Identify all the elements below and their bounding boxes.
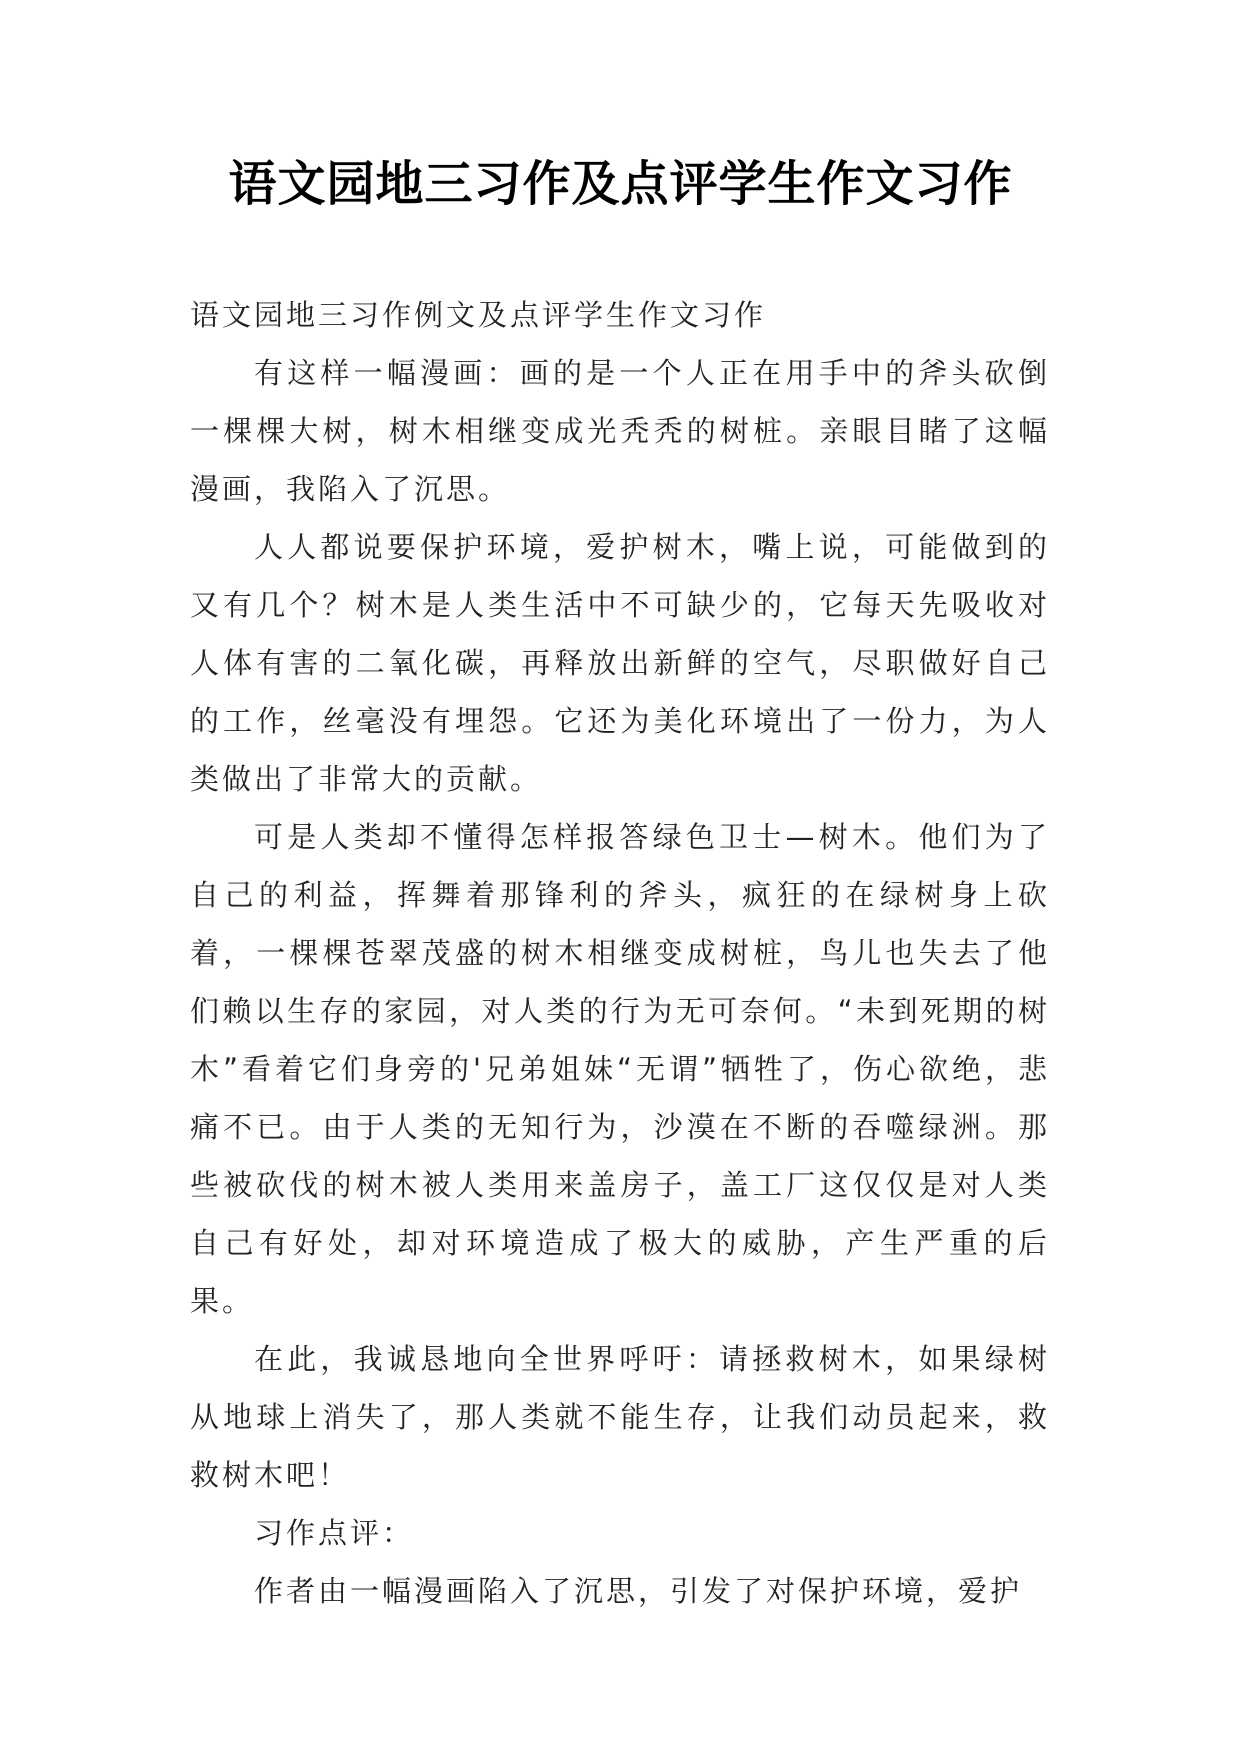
paragraph: 可是人类却不懂得怎样报答绿色卫士—树木。他们为了自己的利益，挥舞着那锋利的斧头，疯狂的在绿树身上砍着，一棵棵苍翠茂盛的树木相继变成树桩，鸟儿也失去了他们赖以生存的家园，对人类的行为无可奈何。“未到死期的树木”看着它们身旁的'兄弟姐妹“无谓”牺牲了，伤心欲绝，悲痛不已。由于人类的无知行为，沙漠在不断的吞噬绿洲。那些被砍伐的树木被人类用来盖房子，盖工厂这仅仅是对人类自己有好处，却对环境造成了极大的威胁，产生严重的后果。: [190, 820, 1050, 1318]
commentary-heading: 习作点评：: [254, 1516, 415, 1550]
paragraph: 有这样一幅漫画：画的是一个人正在用手中的斧头砍倒一棵棵大树，树木相继变成光秃秃的树桩。亲眼目睹了这幅漫画，我陷入了沉思。: [190, 356, 1050, 506]
paragraph: 在此，我诚恳地向全世界呼吁：请拯救树木，如果绿树从地球上消失了，那人类就不能生存，让我们动员起来，救救树木吧！: [190, 1342, 1050, 1492]
document-subtitle: 语文园地三习作例文及点评学生作文习作: [190, 298, 767, 332]
document-title: 语文园地三习作及点评学生作文习作: [228, 156, 1013, 212]
paragraph: 作者由一幅漫画陷入了沉思，引发了对保护环境，爱护: [254, 1574, 1023, 1608]
paragraph: 人人都说要保护环境，爱护树木，嘴上说，可能做到的又有几个？树木是人类生活中不可缺少的，它每天先吸收对人体有害的二氧化碳，再释放出新鲜的空气，尽职做好自己的工作，丝毫没有埋怨。它还为美化环境出了一份力，为人类做出了非常大的贡献。: [190, 530, 1050, 796]
document-body: [190, 286, 1050, 1620]
